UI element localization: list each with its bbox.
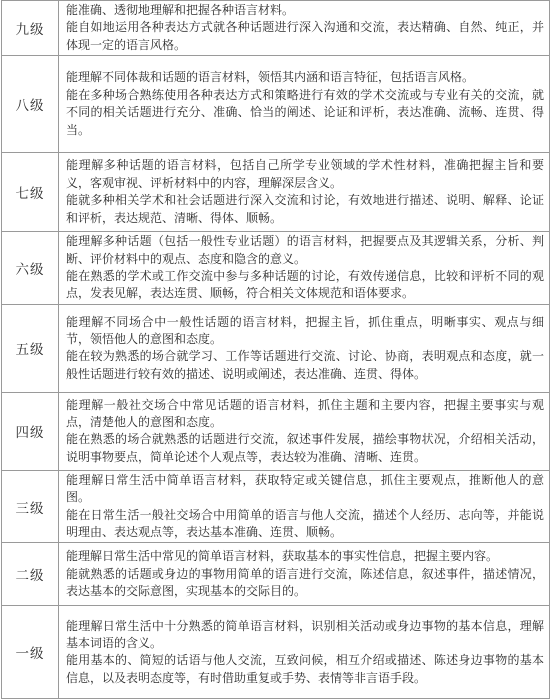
level-description <box>59 392 550 470</box>
expression-text: 能自如地运用各种表达方式就各种话题进行深入沟通和交流，表达精确、自然、纯正，并体现一定的语言风格。 <box>66 20 544 52</box>
comprehension-text: 能理解日常生活中简单语言材料，获取特定或关键信息，抓住主要观点，推断他人的意图。 <box>66 472 544 505</box>
comprehension-text: 能理解日常生活中常见的简单语言材料，获取基本的事实性信息，把握主要内容。 <box>66 549 499 564</box>
level-row <box>2 1 550 56</box>
comprehension-text: 能理解多种话题（包括一般性专业话题）的语言材料，把握要点及其逻辑关系，分析、判断、评价材料中的观点、态度和隐含的意义。 <box>66 234 544 266</box>
level-name: 五级 <box>2 304 59 392</box>
expression-text: 能在熟悉的场合就熟悉的话题进行交流，叙述事件发展，描绘事物状况，介绍相关活动，说明事物要点，简单论述个人观点等，表达较为准确、清晰、连贯。 <box>66 432 544 464</box>
comprehension-text: 能理解不同体裁和话题的语言材料，领悟其内涵和语言特征，包括语言风格。 <box>66 70 475 85</box>
level-description <box>59 1 550 56</box>
level-name: 九级 <box>2 1 59 56</box>
level-row <box>2 470 550 543</box>
level-description <box>59 153 550 232</box>
comprehension-text: 能理解不同场合中一般性话题的语言材料，把握主旨，抓住重点，明晰事实、观点与细节，领悟他人的意图和态度。 <box>66 314 544 346</box>
level-row <box>2 153 550 232</box>
level-name: 六级 <box>2 232 59 305</box>
table-body <box>2 1 550 699</box>
expression-text: 能在日常生活一般社交场合中用简单的语言与他人交流，描述个人经历、志向等，并能说明理由、表达观点等，表达基本准确、连贯、顺畅。 <box>66 507 544 540</box>
level-name: 三级 <box>2 470 59 543</box>
comprehension-text: 能理解多种话题的语言材料，包括自己所学专业领域的学术性材料，准确把握主旨和要义，客观审视、评析材料中的内容，理解深层含义。 <box>66 158 544 190</box>
proficiency-scale-table <box>1 0 550 699</box>
comprehension-text: 能准确、透彻地理解和把握各种语言材料。 <box>66 3 295 17</box>
level-description <box>59 470 550 543</box>
level-row <box>2 304 550 392</box>
level-row <box>2 543 550 606</box>
level-row <box>2 392 550 470</box>
level-name: 一级 <box>2 606 59 699</box>
expression-text: 能就多种相关学术和社会话题进行深入交流和讨论，有效地进行描述、说明、解释、论证和评析，表达规范、清晰、得体、顺畅。 <box>66 193 544 225</box>
expression-text: 能在熟悉的学术或工作交流中参与多种话题的讨论，有效传递信息，比较和评析不同的观点，发表见解，表达连贯、顺畅，符合相关文体规范和语体要求。 <box>66 269 544 301</box>
level-description <box>59 606 550 699</box>
level-name: 七级 <box>2 153 59 232</box>
level-description <box>59 543 550 606</box>
level-row <box>2 56 550 153</box>
level-name: 二级 <box>2 543 59 606</box>
level-name: 四级 <box>2 392 59 470</box>
expression-text: 能就熟悉的话题或身边的事物用简单的语言进行交流，陈述信息，叙述事件，描述情况，表达基本的交际意图，实现基本的交际目的。 <box>66 566 544 599</box>
level-description <box>59 304 550 392</box>
comprehension-text: 能理解一般社交场合中常见话题的语言材料，抓住主题和主要内容，把握主要事实与观点，清楚他人的意图和态度。 <box>66 397 544 429</box>
level-description <box>59 232 550 305</box>
level-name: 八级 <box>2 56 59 153</box>
level-row <box>2 232 550 305</box>
expression-text: 能在较为熟悉的场合就学习、工作等话题进行交流、讨论、协商，表明观点和态度，就一般性话题进行较有效的描述、说明或阐述，表达准确、连贯、得体。 <box>66 349 544 381</box>
level-description <box>59 56 550 153</box>
expression-text: 能用基本的、简短的话语与他人交流，互致问候，相互介绍或描述、陈述身边事物的基本信息，以及表明态度等，有时借助重复或手势、表情等非言语手段。 <box>66 653 544 685</box>
level-row <box>2 606 550 699</box>
expression-text: 能在多种场合熟练使用各种表达方式和策略进行有效的学术交流或与专业有关的交流，就不同的相关话题进行充分、准确、恰当的阐述、论证和评析，表达准确、流畅、连贯、得当。 <box>66 87 544 137</box>
comprehension-text: 能理解日常生活中十分熟悉的简单语言材料，识别相关活动或身边事物的基本信息，理解基本词语的含义。 <box>66 618 544 651</box>
